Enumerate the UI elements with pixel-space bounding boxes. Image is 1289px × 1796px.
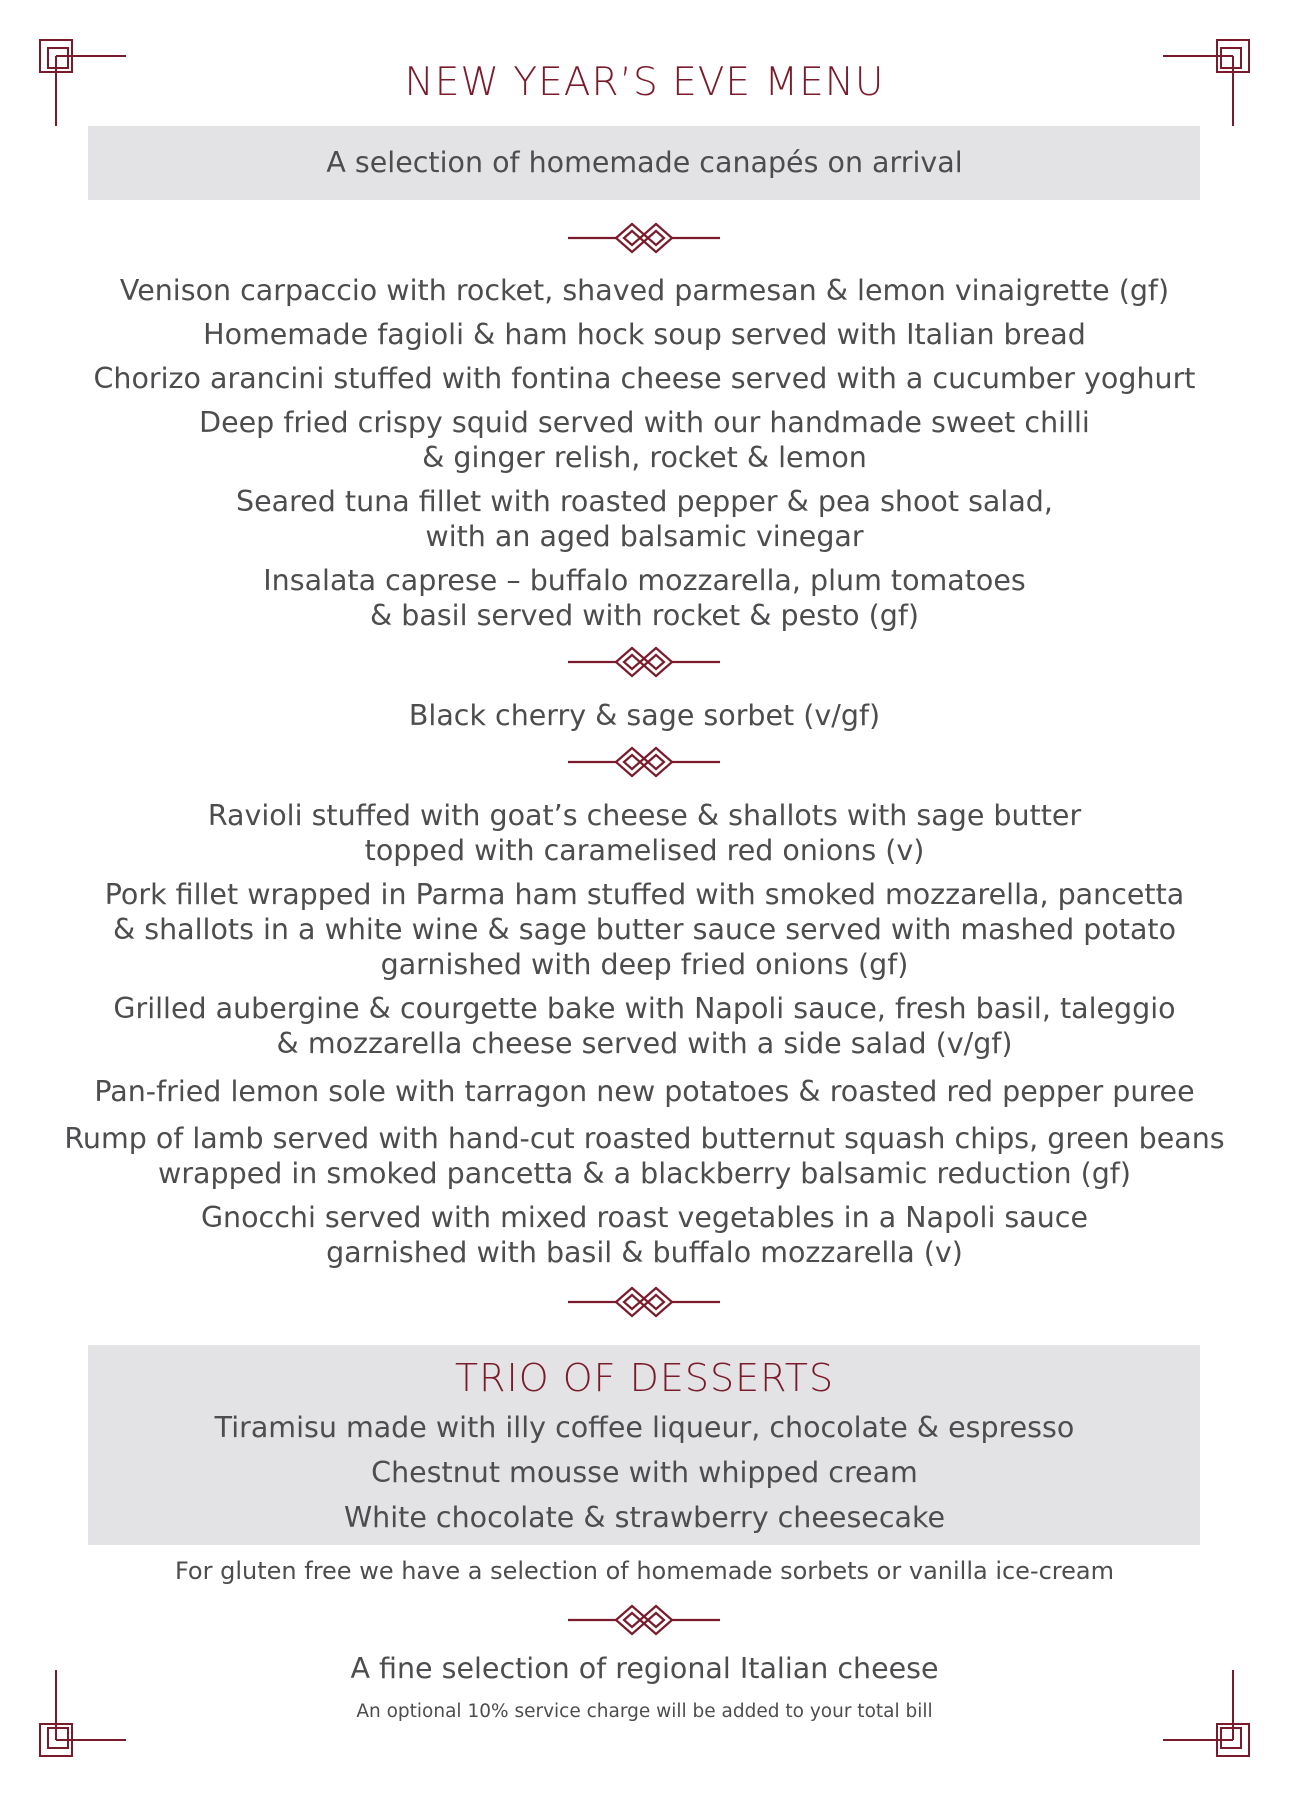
starter-item: Seared tuna fillet with roasted pepper & pea shoot salad, [236, 485, 1053, 518]
main-item-continued: & shallots in a white wine & sage butter sauce served with mashed potato [112, 913, 1177, 946]
starter-item-continued: with an aged balsamic vinegar [425, 520, 864, 553]
dessert-item: Chestnut mousse with whipped cream [371, 1456, 918, 1489]
starter-item: Chorizo arancini stuffed with fontina cheese served with a cucumber yoghurt [93, 362, 1196, 395]
starter-item: Venison carpaccio with rocket, shaved parmesan & lemon vinaigrette (gf) [119, 274, 1170, 307]
divider-ornament-icon [564, 218, 724, 258]
starter-item: Deep fried crispy squid served with our handmade sweet chilli [199, 406, 1090, 439]
cheese-item: A fine selection of regional Italian cheese [350, 1652, 939, 1685]
main-item-continued: wrapped in smoked pancetta & a blackberry balsamic reduction (gf) [158, 1157, 1131, 1190]
main-item: Gnocchi served with mixed roast vegetables in a Napoli sauce [200, 1201, 1089, 1234]
service-charge-note: An optional 10% service charge will be added to your total bill [356, 1701, 933, 1722]
main-item: Ravioli stuffed with goat’s cheese & shallots with sage butter [207, 799, 1082, 832]
sorbet-item: Black cherry & sage sorbet (v/gf) [408, 699, 881, 732]
divider-ornament-icon [564, 1600, 724, 1640]
main-item-continued: garnished with deep fried onions (gf) [380, 948, 909, 981]
desserts-title: TRIO OF DESSERTS [454, 1356, 835, 1400]
divider-ornament-icon [564, 742, 724, 782]
starter-item-continued: & basil served with rocket & pesto (gf) [369, 599, 919, 632]
main-item: Rump of lamb served with hand-cut roasted butternut squash chips, green beans [64, 1122, 1225, 1155]
main-item-continued: topped with caramelised red onions (v) [364, 834, 925, 867]
dessert-item: Tiramisu made with illy coffee liqueur, chocolate & espresso [214, 1411, 1075, 1444]
starter-item-continued: & ginger relish, rocket & lemon [422, 441, 867, 474]
main-item-continued: garnished with basil & buffalo mozzarella (v) [326, 1236, 963, 1269]
starter-item: Insalata caprese – buffalo mozzarella, plum tomatoes [263, 564, 1026, 597]
main-item: Pan-fried lemon sole with tarragon new potatoes & roasted red pepper puree [94, 1075, 1195, 1108]
main-item: Grilled aubergine & courgette bake with Napoli sauce, fresh basil, taleggio [113, 992, 1176, 1025]
menu-title: NEW YEAR’S EVE MENU [404, 60, 885, 105]
main-item: Pork fillet wrapped in Parma ham stuffed with smoked mozzarella, pancetta [104, 878, 1185, 911]
divider-ornament-icon [564, 642, 724, 682]
starter-item: Homemade fagioli & ham hock soup served with Italian bread [203, 318, 1086, 351]
divider-ornament-icon [564, 1282, 724, 1322]
canapes-text: A selection of homemade canapés on arrival [326, 146, 963, 179]
gluten-free-note: For gluten free we have a selection of homemade sorbets or vanilla ice-cream [174, 1557, 1114, 1585]
dessert-item: White chocolate & strawberry cheesecake [344, 1501, 945, 1534]
main-item-continued: & mozzarella cheese served with a side salad (v/gf) [276, 1027, 1013, 1060]
